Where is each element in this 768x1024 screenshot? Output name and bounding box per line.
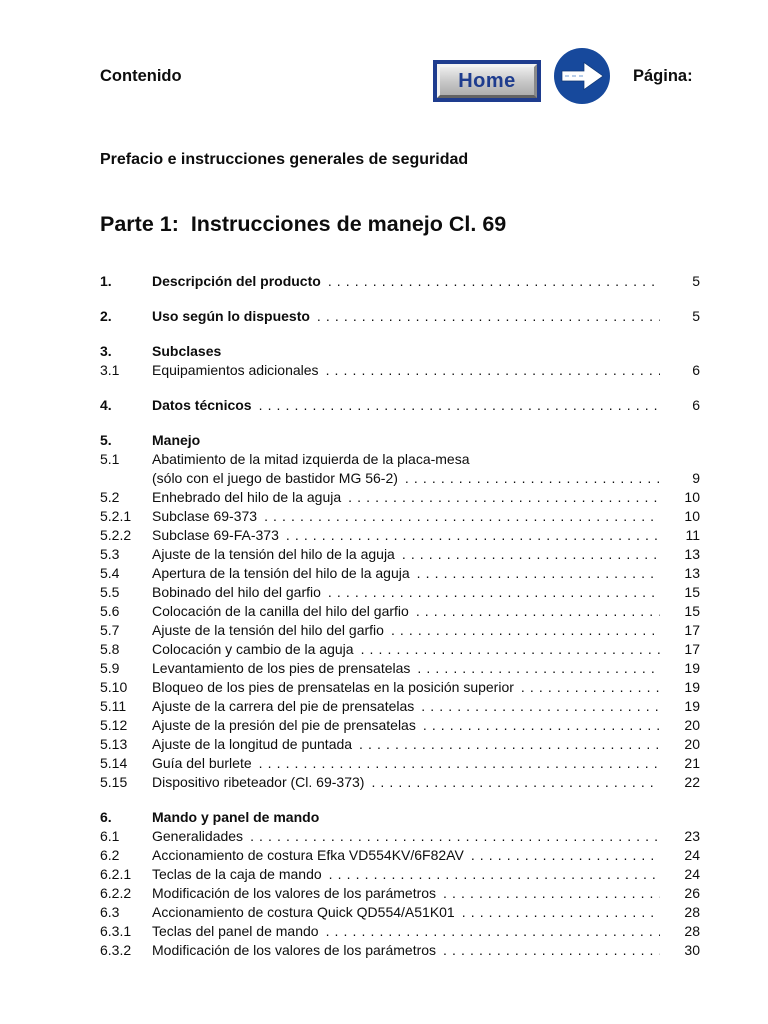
toc-row[interactable]	[100, 396, 700, 415]
toc-page-number: 19	[684, 698, 700, 714]
toc-number: 6.	[100, 809, 112, 825]
dot-leader	[443, 941, 660, 960]
dot-leader	[421, 697, 660, 716]
toc-row[interactable]	[100, 469, 700, 488]
toc-number: 6.2	[100, 847, 120, 863]
toc-page-number: 24	[684, 866, 700, 882]
toc-number: 6.2.1	[100, 866, 132, 882]
toc-title: Manejo	[152, 432, 201, 448]
toc-row[interactable]	[100, 307, 700, 326]
dot-leader	[328, 583, 660, 602]
dot-leader	[329, 865, 660, 884]
toc-title: Modificación de los valores de los parámetros	[152, 942, 437, 958]
toc-page-number: 28	[684, 923, 700, 939]
toc-row[interactable]	[100, 526, 700, 545]
toc-number: 6.1	[100, 828, 120, 844]
pagina-label: Página:	[633, 67, 693, 85]
toc-row[interactable]	[100, 507, 700, 526]
toc-row[interactable]	[100, 754, 700, 773]
toc-row[interactable]	[100, 272, 700, 291]
home-button[interactable]	[433, 60, 541, 102]
toc-page-number: 22	[684, 774, 700, 790]
toc-row[interactable]	[100, 564, 700, 583]
toc-number: 5.14	[100, 755, 128, 771]
toc-title: Accionamiento de costura Quick QD554/A51K01	[152, 904, 455, 920]
toc-title: Guía del burlete	[152, 755, 252, 771]
toc-page-number: 13	[684, 546, 700, 562]
toc-title: Abatimiento de la mitad izquierda de la placa-mesa	[152, 451, 470, 467]
toc-row[interactable]	[100, 450, 700, 469]
toc-number: 5.	[100, 432, 112, 448]
dot-leader	[521, 678, 660, 697]
toc-number: 5.13	[100, 736, 128, 752]
toc-title: Descripción del producto	[152, 273, 321, 289]
dot-leader	[471, 846, 660, 865]
toc-page-number: 5	[692, 273, 700, 289]
toc-title: Bobinado del hilo del garfio	[152, 584, 321, 600]
toc-number: 5.4	[100, 565, 120, 581]
toc-page-number: 23	[684, 828, 700, 844]
toc-row[interactable]	[100, 659, 700, 678]
toc-row[interactable]	[100, 431, 700, 450]
toc-number: 5.6	[100, 603, 120, 619]
toc-number: 5.1	[100, 451, 120, 467]
toc-number: 5.7	[100, 622, 120, 638]
toc-number: 6.2.2	[100, 885, 132, 901]
toc-page-number: 5	[692, 308, 700, 324]
toc-title: Ajuste de la tensión del hilo del garfio	[152, 622, 384, 638]
toc-number: 5.10	[100, 679, 128, 695]
toc-title: Subclase 69-373	[152, 508, 258, 524]
dot-leader	[417, 659, 660, 678]
dot-leader	[361, 640, 660, 659]
toc-title: Apertura de la tensión del hilo de la aguja	[152, 565, 410, 581]
toc-number: 3.	[100, 343, 112, 359]
dot-leader	[250, 827, 660, 846]
toc-page-number: 20	[684, 736, 700, 752]
toc-row[interactable]	[100, 678, 700, 697]
toc-page-number: 10	[684, 508, 700, 524]
toc-number: 3.1	[100, 362, 120, 378]
dot-leader	[348, 488, 660, 507]
dot-leader	[264, 507, 660, 526]
toc-row[interactable]	[100, 361, 700, 380]
toc-title: Uso según lo dispuesto	[152, 308, 310, 324]
toc-row[interactable]	[100, 846, 700, 865]
toc-row[interactable]	[100, 602, 700, 621]
toc-page-number: 30	[684, 942, 700, 958]
dot-leader	[416, 602, 660, 621]
dot-leader	[328, 272, 660, 291]
preface-heading: Prefacio e instrucciones generales de seguridad	[100, 151, 469, 168]
toc-row[interactable]	[100, 342, 700, 361]
dot-leader	[259, 754, 660, 773]
toc-page-number: 20	[684, 717, 700, 733]
toc-row[interactable]	[100, 583, 700, 602]
toc-title: Modificación de los valores de los parámetros	[152, 885, 437, 901]
toc-number: 2.	[100, 308, 112, 324]
toc-title: Subclase 69-FA-373	[152, 527, 279, 543]
dot-leader	[391, 621, 660, 640]
dot-leader	[462, 903, 660, 922]
toc-number: 5.9	[100, 660, 120, 676]
toc-number: 4.	[100, 397, 112, 413]
toc-number: 5.15	[100, 774, 128, 790]
toc-number: 5.2.2	[100, 527, 132, 543]
toc-title: Equipamientos adicionales	[152, 362, 319, 378]
toc-page-number: 15	[684, 584, 700, 600]
toc-row[interactable]	[100, 773, 700, 792]
toc-title: Dispositivo ribeteador (Cl. 69-373)	[152, 774, 365, 790]
toc-title: Mando y panel de mando	[152, 809, 320, 825]
toc-page-number: 19	[684, 660, 700, 676]
toc-row[interactable]	[100, 808, 700, 827]
dot-leader	[326, 922, 660, 941]
toc-number: 5.11	[100, 698, 127, 714]
toc-page-number: 11	[685, 527, 700, 543]
toc-row[interactable]	[100, 545, 700, 564]
toc-row[interactable]	[100, 716, 700, 735]
toc-row[interactable]	[100, 884, 700, 903]
toc-title: Ajuste de la carrera del pie de prensatelas	[152, 698, 415, 714]
toc-page-number: 19	[684, 679, 700, 695]
toc-title: Colocación de la canilla del hilo del garfio	[152, 603, 409, 619]
toc-row[interactable]	[100, 640, 700, 659]
toc-title: Datos técnicos	[152, 397, 252, 413]
toc-row[interactable]	[100, 488, 700, 507]
toc-number: 6.3.2	[100, 942, 132, 958]
toc-number: 5.3	[100, 546, 120, 562]
toc-title: Teclas de la caja de mando	[152, 866, 322, 882]
toc-page-number: 10	[684, 489, 700, 505]
dot-leader	[402, 545, 660, 564]
toc-number: 6.3.1	[100, 923, 132, 939]
toc-title: Colocación y cambio de la aguja	[152, 641, 354, 657]
toc-title: (sólo con el juego de bastidor MG 56-2)	[152, 470, 398, 486]
dot-leader	[405, 469, 660, 488]
toc-row[interactable]	[100, 922, 700, 941]
toc-page-number: 24	[684, 847, 700, 863]
toc-page-number: 17	[684, 622, 700, 638]
toc-number: 5.5	[100, 584, 120, 600]
dot-leader	[443, 884, 660, 903]
toc-title: Teclas del panel de mando	[152, 923, 319, 939]
dot-leader	[371, 773, 660, 792]
toc-row[interactable]	[100, 697, 700, 716]
contenido-label: Contenido	[100, 67, 182, 85]
toc-number: 1.	[100, 273, 112, 289]
toc-title: Ajuste de la longitud de puntada	[152, 736, 353, 752]
toc-number: 5.2	[100, 489, 120, 505]
toc-number: 5.8	[100, 641, 120, 657]
toc-row[interactable]	[100, 827, 700, 846]
toc-number: 5.12	[100, 717, 128, 733]
toc-page-number: 17	[684, 641, 700, 657]
forward-arrow-icon[interactable]	[553, 47, 611, 105]
dot-leader	[326, 361, 660, 380]
toc-page-number: 6	[692, 362, 700, 378]
dot-leader	[259, 396, 660, 415]
toc-title: Levantamiento de los pies de prensatelas	[152, 660, 411, 676]
toc-page-number: 26	[684, 885, 700, 901]
toc-row[interactable]	[100, 941, 700, 960]
toc-title: Ajuste de la presión del pie de prensatelas	[152, 717, 416, 733]
toc-title: Subclases	[152, 343, 222, 359]
home-button-label: Home	[437, 64, 537, 98]
toc-title: Generalidades	[152, 828, 244, 844]
toc-row[interactable]	[100, 735, 700, 754]
dot-leader	[423, 716, 660, 735]
toc-title: Accionamiento de costura Efka VD554KV/6F82AV	[152, 847, 464, 863]
dot-leader	[317, 307, 660, 326]
toc-title: Bloqueo de los pies de prensatelas en la posición superior	[152, 679, 514, 695]
toc-row[interactable]	[100, 621, 700, 640]
toc-page-number: 13	[684, 565, 700, 581]
toc-row[interactable]	[100, 865, 700, 884]
toc-page-number: 6	[692, 397, 700, 413]
toc-row[interactable]	[100, 903, 700, 922]
toc-number: 5.2.1	[100, 508, 132, 524]
dot-leader	[417, 564, 660, 583]
toc-number: 6.3	[100, 904, 120, 920]
toc-page-number: 21	[684, 755, 700, 771]
toc-title: Ajuste de la tensión del hilo de la aguja	[152, 546, 395, 562]
dot-leader	[359, 735, 660, 754]
toc-title: Enhebrado del hilo de la aguja	[152, 489, 342, 505]
toc-page-number: 9	[692, 470, 700, 486]
toc-page-number: 28	[684, 904, 700, 920]
part-title-heading: Parte 1: Instrucciones de manejo Cl. 69	[100, 212, 507, 236]
dot-leader	[286, 526, 660, 545]
toc-page-number: 15	[684, 603, 700, 619]
toc-list	[100, 272, 700, 960]
